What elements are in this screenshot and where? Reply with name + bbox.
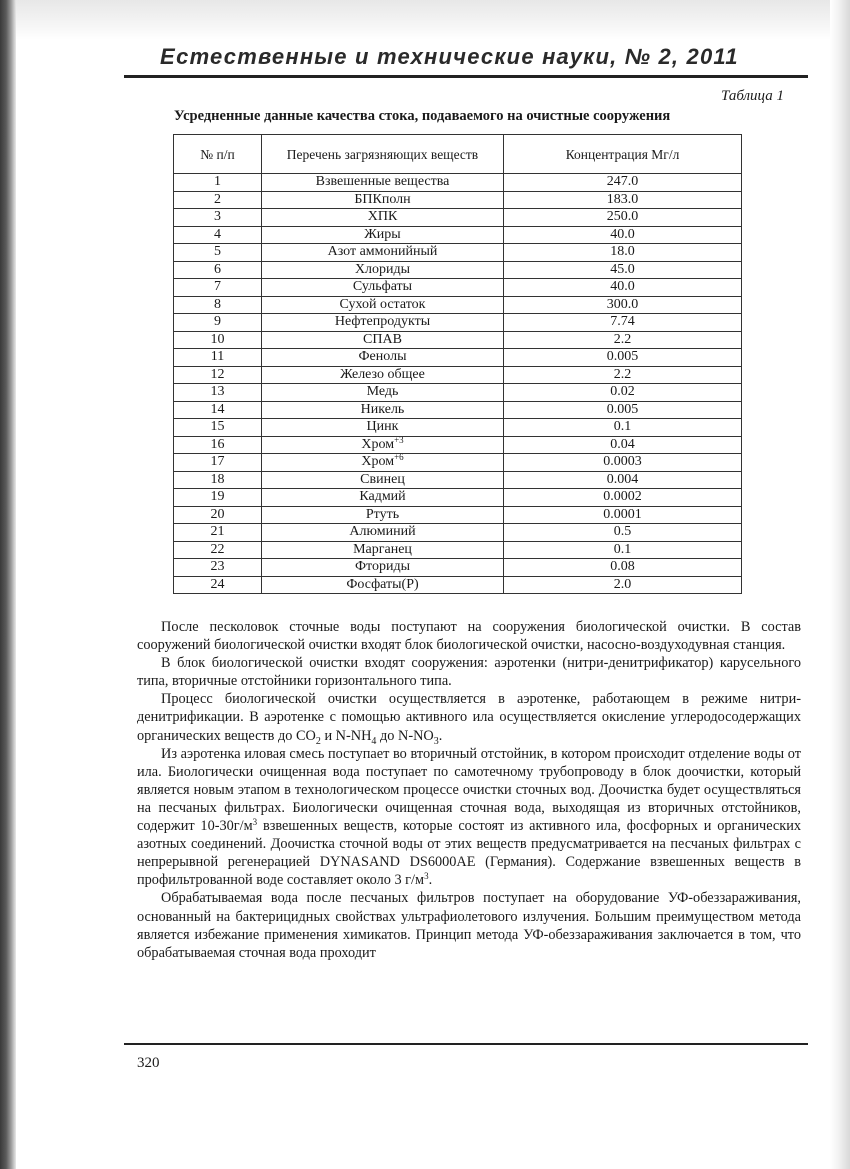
paragraph-text: Из аэротенка иловая смесь поступает во вторичный отстойник, в котором происходит отделение воды от ила. Биологически очищенная вода поступает по самотечному трубопроводу в блок доочистки, который является новым этапом в технологическом процессе очистки сточных вод. Доочистка будет осуществляться на песчаных фильтрах. Биологически очищенная сточная вода, выходящая из вторичных отстойников, содержит 10-30г/м (137, 745, 801, 835)
table-row (174, 279, 742, 297)
row-number-cell: 10 (174, 331, 262, 349)
substance-name: Алюминий (349, 524, 416, 539)
scan-left-edge (0, 0, 16, 1169)
substance-name: Ртуть (365, 506, 400, 522)
substance-name-cell (262, 506, 504, 524)
scan-right-shadow (830, 0, 850, 1169)
substance-name: Фенолы (358, 349, 407, 364)
substance-name: Свинец (360, 471, 405, 487)
table-row (174, 489, 742, 507)
concentration-cell: 247.0 (504, 174, 742, 192)
substance-name-cell (262, 419, 504, 437)
substance-name: Марганец (353, 541, 412, 557)
substance-name: Хром (361, 454, 395, 469)
table-body (174, 174, 742, 594)
table-row (174, 366, 742, 384)
substance-name-cell (262, 559, 504, 577)
concentration-cell: 2.2 (504, 331, 742, 349)
concentration-cell: 0.005 (504, 349, 742, 367)
table-row (174, 209, 742, 227)
table-row (174, 349, 742, 367)
table-row (174, 296, 742, 314)
article-body (137, 618, 801, 962)
row-number-cell: 7 (174, 279, 262, 297)
paragraph-text: Процесс биологической очистки осуществляется в аэротенке, работающем в режиме нитри-денитрификации. В аэротенке с помощью активного ила осуществляется окисление углеродосодержащих органических веществ до CO (137, 691, 801, 744)
column-header-number: № п/п (174, 135, 262, 174)
concentration-cell: 0.02 (504, 384, 742, 402)
journal-header-title: Естественные и технические науки, № 2, 2011 (160, 44, 739, 69)
table-row (174, 576, 742, 594)
paragraph-text: В блок биологической очистки входят сооружения: аэротенки (нитри-денитрификатор) карусельного типа, вторичные отстойники горизонтального типа. (137, 655, 801, 690)
superscript: 3 (424, 871, 429, 882)
paragraph (137, 690, 801, 747)
substance-name-cell (262, 279, 504, 297)
row-number-cell: 9 (174, 314, 262, 332)
substance-name: Кадмий (359, 489, 406, 504)
row-number-cell: 20 (174, 506, 262, 524)
substance-name: СПАВ (363, 331, 402, 347)
table-label: Таблица 1 (721, 88, 784, 104)
table-row (174, 174, 742, 192)
row-number-cell: 4 (174, 226, 262, 244)
paragraph-text: взвешенных веществ, которые состоят из активного ила, фосфорных и органических азотных соединений. Доочистка сточной воды от этих веществ предусматривается на песчаных фильтрах с непрерывной регенерацией DYNASAND DS6000AE (Германия). Содержание взвешенных веществ в профильтрованной воде составляет около 3 г/м (137, 818, 801, 889)
subscript: 4 (371, 735, 377, 747)
substance-name: Медь (366, 384, 399, 399)
column-header-concentration: Концентрация Мг/л (504, 135, 742, 174)
paragraph-text: Обрабатываемая вода после песчаных фильтров поступает на оборудование УФ-обеззараживания, основанный на бактерицидных свойствах ультрафиолетового излучения. Большим преимуществом метода является избежание применения химикатов. Принцип метода УФ-обеззараживания заключается в том, что обрабатываемая сточная вода проходит (137, 890, 801, 961)
table-row (174, 524, 742, 542)
subscript: 3 (433, 735, 439, 747)
substance-name: Фосфаты(Р) (346, 576, 419, 592)
concentration-cell: 250.0 (504, 209, 742, 227)
table-row (174, 226, 742, 244)
table-row (174, 384, 742, 402)
concentration-cell: 40.0 (504, 226, 742, 244)
substance-name-cell (262, 401, 504, 419)
substance-name: БПКполн (354, 191, 411, 207)
concentration-cell: 0.1 (504, 419, 742, 437)
substance-name-cell (262, 471, 504, 489)
concentration-cell: 300.0 (504, 296, 742, 314)
substance-name: Железо общее (340, 366, 425, 382)
row-number-cell: 5 (174, 244, 262, 262)
table-caption: Усредненные данные качества стока, подаваемого на очистные сооружения (174, 108, 671, 124)
subscript: 2 (315, 735, 321, 747)
substance-name-cell (262, 454, 504, 472)
row-number-cell: 16 (174, 436, 262, 454)
substance-name: Фториды (354, 559, 410, 574)
concentration-cell: 0.005 (504, 401, 742, 419)
table-row (174, 244, 742, 262)
table-row (174, 261, 742, 279)
substance-name-cell (262, 261, 504, 279)
paragraph (137, 745, 801, 890)
substance-name-cell (262, 209, 504, 227)
header-rule (124, 75, 808, 78)
substance-name-cell (262, 541, 504, 559)
substance-name: Сухой остаток (339, 296, 426, 312)
row-number-cell: 3 (174, 209, 262, 227)
substance-name-cell (262, 296, 504, 314)
substance-name-cell (262, 314, 504, 332)
paragraph-text: . (428, 872, 433, 889)
concentration-cell: 0.08 (504, 559, 742, 577)
substance-name: ХПК (367, 209, 398, 224)
paragraph-text: и N-NH (320, 727, 372, 744)
paragraph-text: до N-NO (376, 727, 434, 744)
table-row (174, 436, 742, 454)
row-number-cell: 21 (174, 524, 262, 542)
substance-name-cell (262, 244, 504, 262)
concentration-cell: 0.0003 (504, 454, 742, 472)
table-row (174, 559, 742, 577)
pollutants-table (173, 134, 742, 594)
concentration-cell: 7.74 (504, 314, 742, 332)
substance-name: Никель (360, 401, 405, 417)
paragraph (137, 889, 801, 961)
concentration-cell: 0.0002 (504, 489, 742, 507)
concentration-cell: 45.0 (504, 261, 742, 279)
table-row (174, 541, 742, 559)
footer-rule (124, 1043, 808, 1045)
paragraph-text: После песколовок сточные воды поступают на сооружения биологической очистки. В состав сооружений биологической очистки входят блок биологической очистки, насосно-воздуходувная станция. (137, 619, 801, 654)
concentration-cell: 0.04 (504, 436, 742, 454)
table-row (174, 506, 742, 524)
substance-name-cell (262, 366, 504, 384)
substance-name-cell (262, 489, 504, 507)
substance-name-cell (262, 524, 504, 542)
table-row (174, 419, 742, 437)
concentration-cell: 2.0 (504, 576, 742, 594)
row-number-cell: 1 (174, 174, 262, 192)
row-number-cell: 15 (174, 419, 262, 437)
paragraph (137, 654, 801, 690)
substance-name: Хлориды (354, 261, 411, 277)
concentration-cell: 0.5 (504, 524, 742, 542)
substance-name-cell (262, 576, 504, 594)
substance-name: Нефтепродукты (334, 314, 431, 329)
row-number-cell: 24 (174, 576, 262, 594)
concentration-cell: 2.2 (504, 366, 742, 384)
row-number-cell: 2 (174, 191, 262, 209)
table-row (174, 454, 742, 472)
substance-name: Взвешенные вещества (315, 174, 450, 189)
paragraph-text: . (438, 727, 443, 744)
substance-name: Азот аммонийный (327, 244, 438, 259)
concentration-cell: 0.004 (504, 471, 742, 489)
concentration-cell: 183.0 (504, 191, 742, 209)
row-number-cell: 22 (174, 541, 262, 559)
row-number-cell: 18 (174, 471, 262, 489)
concentration-cell: 40.0 (504, 279, 742, 297)
table-row (174, 331, 742, 349)
concentration-cell: 0.1 (504, 541, 742, 559)
substance-name: Жиры (364, 226, 401, 242)
substance-name: Хром (361, 436, 395, 452)
concentration-cell: 0.0001 (504, 506, 742, 524)
substance-name-cell (262, 436, 504, 454)
table-row (174, 401, 742, 419)
paragraph (137, 618, 801, 654)
table-row (174, 471, 742, 489)
concentration-cell: 18.0 (504, 244, 742, 262)
superscript: 3 (252, 817, 258, 828)
row-number-cell: 13 (174, 384, 262, 402)
substance-valence: +6 (394, 453, 404, 462)
table-row (174, 314, 742, 332)
substance-name-cell (262, 226, 504, 244)
row-number-cell: 17 (174, 454, 262, 472)
substance-valence: +3 (394, 436, 404, 445)
substance-name-cell (262, 331, 504, 349)
substance-name-cell (262, 384, 504, 402)
substance-name-cell (262, 191, 504, 209)
table-row (174, 191, 742, 209)
substance-name: Цинк (366, 419, 399, 434)
column-header-substance: Перечень загрязняющих веществ (262, 135, 504, 174)
substance-name: Сульфаты (352, 279, 413, 294)
row-number-cell: 23 (174, 559, 262, 577)
row-number-cell: 19 (174, 489, 262, 507)
substance-name-cell (262, 349, 504, 367)
table-header-row (174, 135, 742, 174)
row-number-cell: 8 (174, 296, 262, 314)
row-number-cell: 11 (174, 349, 262, 367)
row-number-cell: 6 (174, 261, 262, 279)
substance-name-cell (262, 174, 504, 192)
page-number: 320 (137, 1055, 160, 1071)
row-number-cell: 14 (174, 401, 262, 419)
scan-top-shadow (16, 0, 850, 40)
row-number-cell: 12 (174, 366, 262, 384)
